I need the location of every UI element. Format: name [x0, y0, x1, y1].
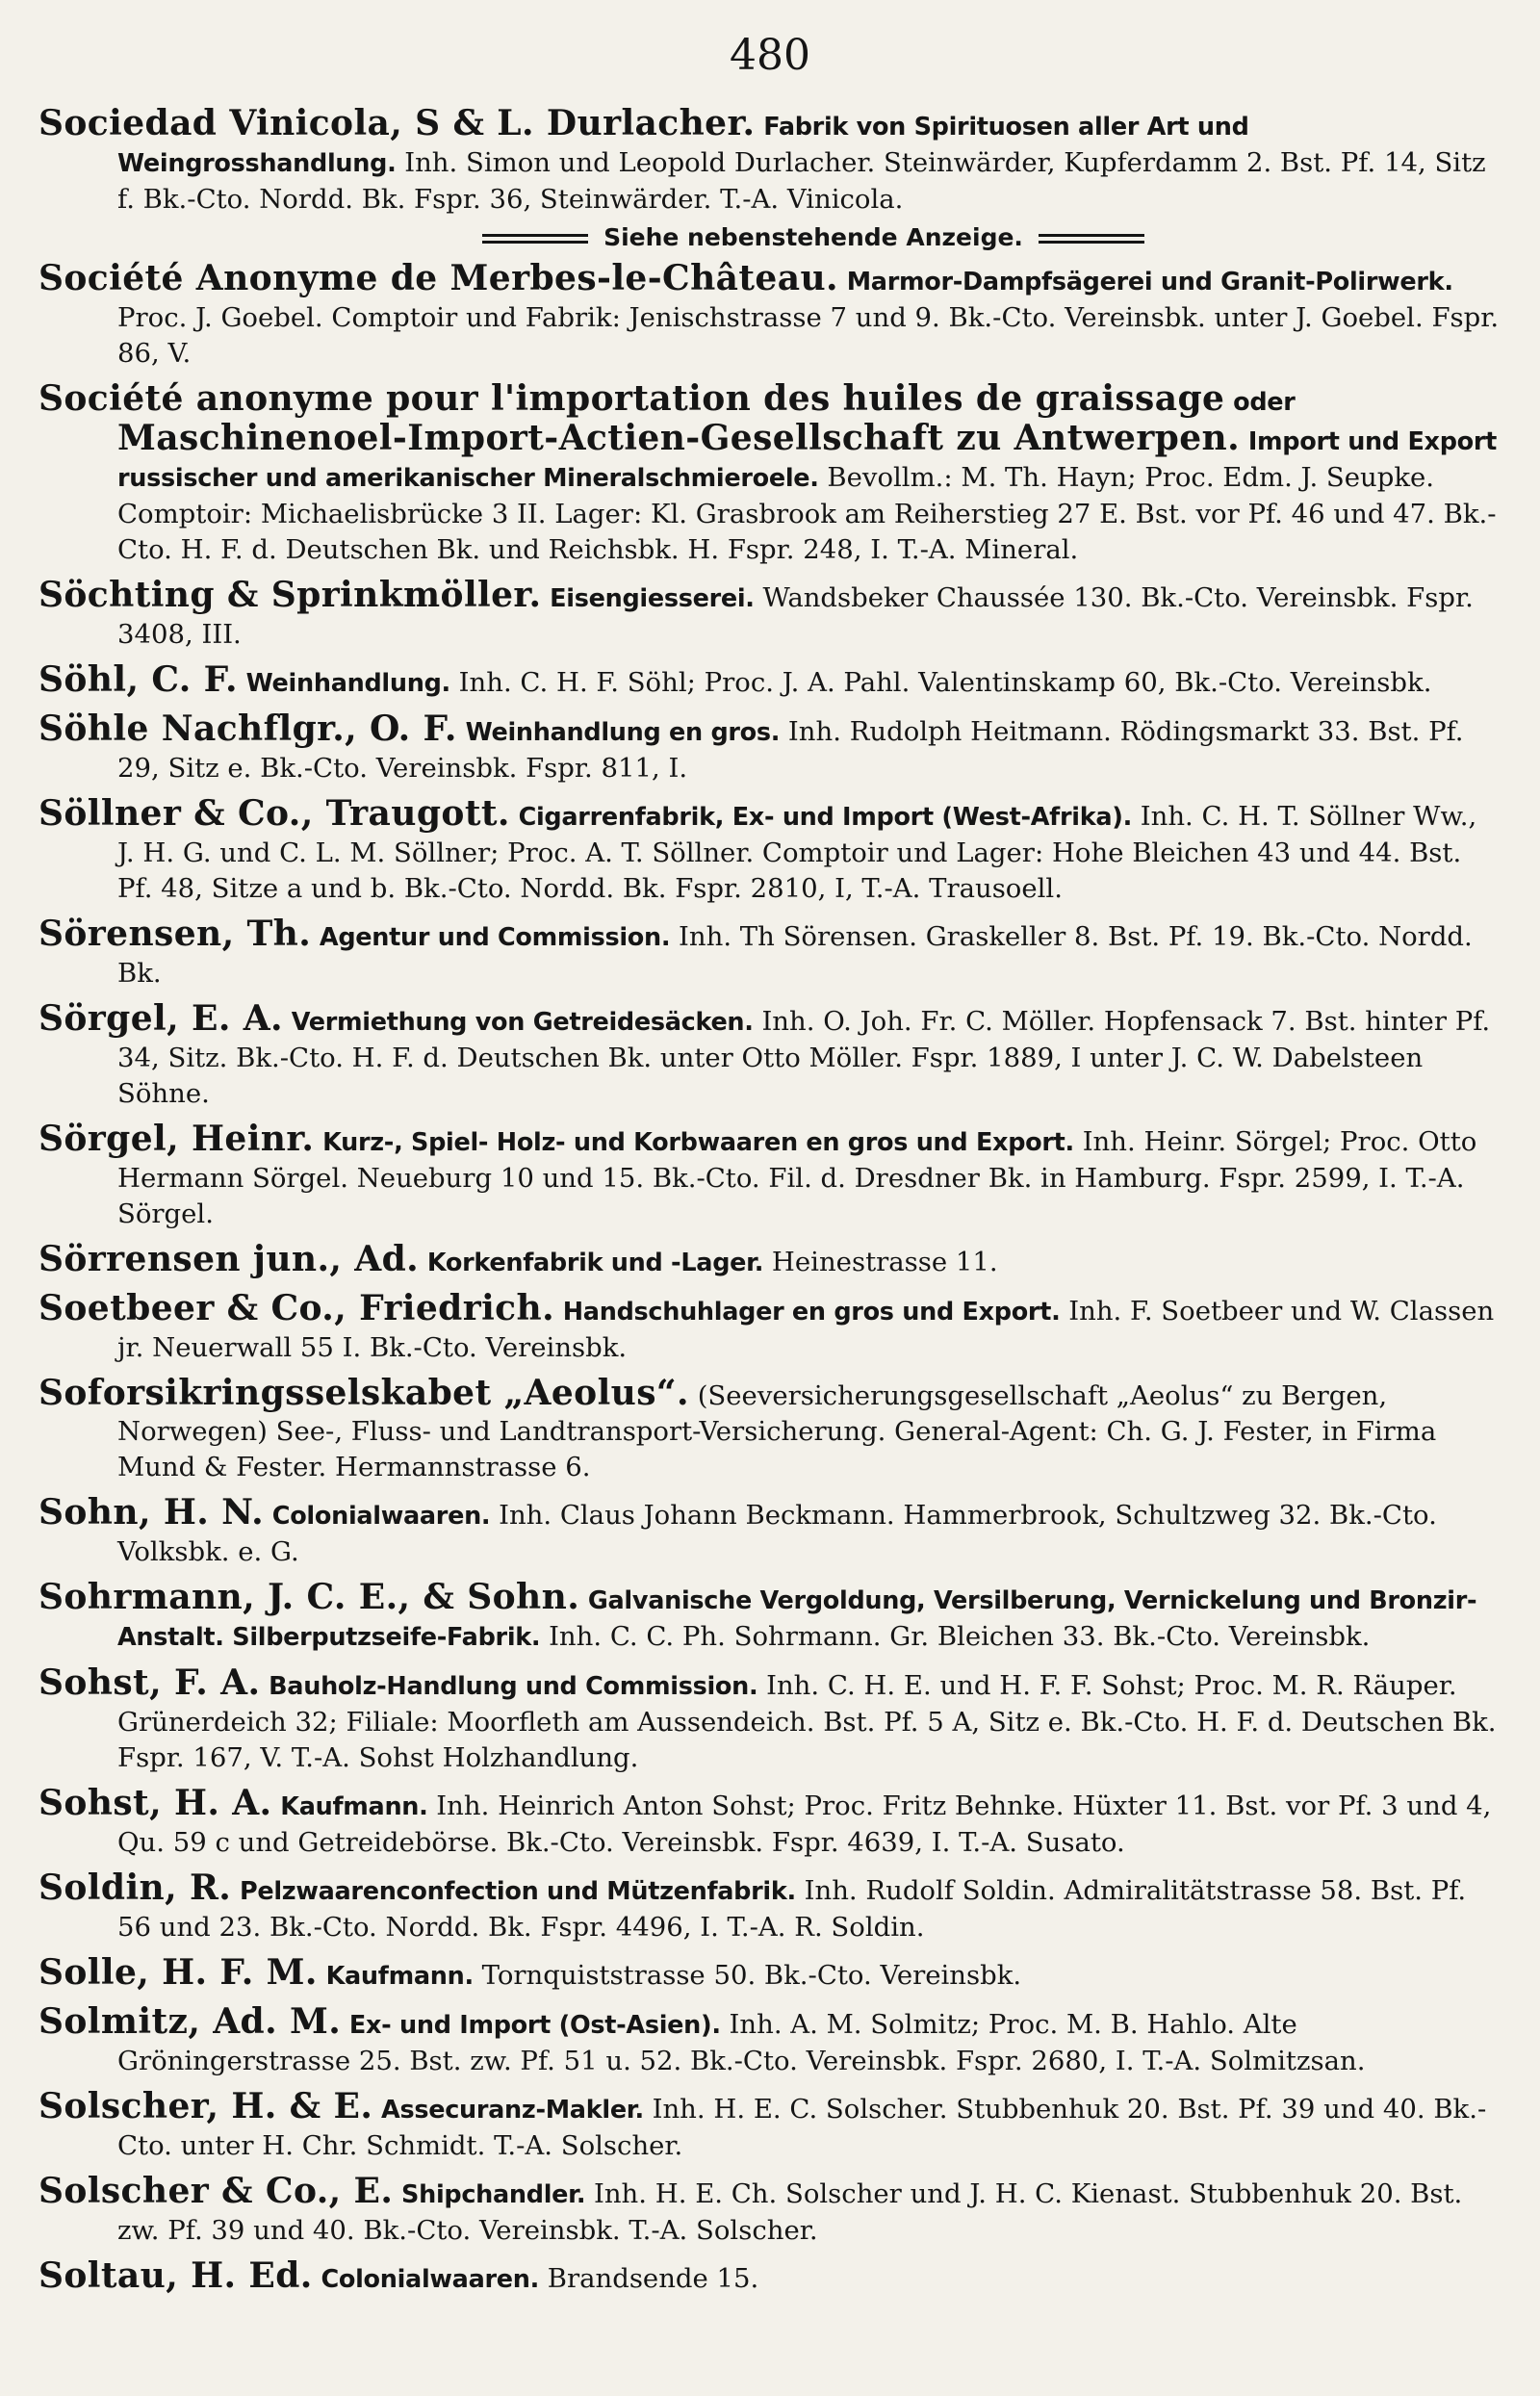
entry-name: Soldin, R.	[38, 1868, 232, 1908]
entry-name: Soforsikringsselskabet „Aeolus“.	[38, 1373, 689, 1413]
directory-entry	[38, 708, 1502, 786]
entry-details: Inh. C. H. F. Söhl; Proc. J. A. Pahl. Valentinskamp 60, Bk.-Cto. Vereinsbk.	[458, 667, 1432, 698]
entry-details: Inh. C. C. Ph. Sohrmann. Gr. Bleichen 33. Bk.-Cto. Vereinsbk.	[549, 1621, 1371, 1652]
directory-entry	[38, 1870, 1502, 1945]
entry-details: Inh. Rudolf Soldin. Admiralitätstrasse 58. Bst. Pf. 56 und 23. Bk.-Cto. Nordd. Bk. Fspr. 4496, I. T.-A. R. Soldin.	[117, 1875, 1467, 1943]
entry-trade: Korkenfabrik und -Lager.	[426, 1249, 764, 1277]
entry-trade: Pelzwaarenconfection und Mützenfabrik.	[239, 1877, 796, 1906]
entry-details: Wandsbeker Chaussée 130. Bk.-Cto. Vereinsbk. Fspr. 3408, III.	[117, 582, 1474, 650]
entry-name: Solscher, H. & E.	[38, 2086, 373, 2126]
directory-entry	[38, 258, 1502, 372]
entry-trade: Handschuhlager en gros und Export.	[562, 1298, 1061, 1327]
entry-trade: Colonialwaaren.	[321, 2265, 539, 2294]
entry-trade: oder	[1233, 388, 1296, 417]
entry-details: Inh. C. H. E. und H. F. F. Sohst; Proc. M. R. Räuper. Grünerdeich 32; Filiale: Moorfleth am Aussendeich. Bst. Pf. 5 A, Sitz e. Bk.-Cto. H. F. d. Deutschen Bk. Fspr. 167, V. T.-A. Sohst Holzhandlung.	[117, 1670, 1497, 1773]
entry-name: Sörensen, Th.	[38, 914, 312, 954]
page-number: 480	[730, 31, 810, 80]
double-rule-right	[1039, 234, 1144, 244]
entry-details: Inh. Simon und Leopold Durlacher. Steinwärder, Kupferdamm 2. Bst. Pf. 14, Sitz f. Bk.-Cto. Nordd. Bk. Fspr. 36, Steinwärder. T.-A. Vinicola.	[117, 147, 1486, 215]
entry-name: Sohn, H. N.	[38, 1492, 265, 1533]
directory-entry	[38, 1662, 1502, 1776]
entry-name: Société anonyme pour l'importation des huiles de graissage	[38, 378, 1225, 419]
directory-entry	[38, 998, 1502, 1112]
notice-text: Siehe nebenstehende Anzeige.	[603, 223, 1023, 251]
entry-trade: Vermiethung von Getreidesäcken.	[291, 1008, 754, 1037]
entry-name-secondary: Maschinenoel-Import-Actien-Gesellschaft zu Antwerpen.	[117, 418, 1241, 458]
entry-details: (Seeversicherungsgesellschaft „Aeolus“ zu Bergen, Norwegen) See-, Fluss- und Landtransport-Versicherung. General-Agent: Ch. G. J. Fester, in Firma Mund & Fester. Hermannstrasse 6.	[117, 1380, 1437, 1482]
entry-details: Inh. Th Sörensen. Graskeller 8. Bst. Pf. 19. Bk.-Cto. Nordd. Bk.	[117, 921, 1473, 989]
entry-details: Inh. H. E. C. Solscher. Stubbenhuk 20. Bst. Pf. 39 und 40. Bk.-Cto. unter H. Chr. Schmidt. T.-A. Solscher.	[117, 2094, 1487, 2161]
entry-trade: Weinhandlung.	[245, 669, 450, 698]
directory-entry	[38, 1121, 1502, 1232]
entry-details: Tornquiststrasse 50. Bk.-Cto. Vereinsbk.	[481, 1960, 1022, 1991]
entry-trade: Kaufmann.	[280, 1792, 428, 1821]
directory-entry	[38, 2001, 1502, 2079]
entry-name: Solle, H. F. M.	[38, 1952, 318, 1993]
double-rule-left	[482, 234, 588, 244]
entry-trade: Kurz-, Spiel- Holz- und Korbwaaren en gros und Export.	[322, 1128, 1074, 1157]
directory-entry	[38, 575, 1502, 653]
entry-details: Inh. C. H. T. Söllner Ww., J. H. G. und C. L. M. Söllner; Proc. A. T. Söllner. Comptoir und Lager: Hohe Bleichen 43 und 44. Bst. Pf. 48, Sitze a und b. Bk.-Cto. Nordd. Bk. Fspr. 2810, I, T.-A. Trausoell.	[117, 801, 1477, 904]
entry-name: Sohrmann, J. C. E., & Sohn.	[38, 1577, 580, 1617]
entry-trade-secondary: Import und Export russischer und amerikanischer Mineralschmieroele.	[117, 427, 1498, 493]
directory-entry	[38, 1239, 1502, 1281]
entry-name: Solscher & Co., E.	[38, 2171, 394, 2211]
entry-name: Sociedad Vinicola, S & L. Durlacher.	[38, 103, 756, 143]
entry-trade: Galvanische Vergoldung, Versilberung, Vernickelung und Bronzir-Anstalt. Silberputzseife-Fabrik.	[117, 1586, 1477, 1652]
entry-name: Société Anonyme de Merbes-le-Château.	[38, 258, 838, 298]
entry-details: Proc. J. Goebel. Comptoir und Fabrik: Jenischstrasse 7 und 9. Bk.-Cto. Vereinsbk. unter J. Goebel. Fspr. 86, V.	[117, 302, 1500, 369]
entry-trade: Marmor-Dampfsägerei und Granit-Polirwerk.	[846, 268, 1453, 296]
directory-entry	[38, 793, 1502, 907]
entry-details: Inh. Heinrich Anton Sohst; Proc. Fritz Behnke. Hüxter 11. Bst. vor Pf. 3 und 4, Qu. 59 c und Getreidebörse. Bk.-Cto. Vereinsbk. Fspr. 4639, I. T.-A. Susato.	[117, 1791, 1492, 1858]
entry-details: Inh. A. M. Solmitz; Proc. M. B. Hahlo. Alte Gröningerstrasse 25. Bst. zw. Pf. 51 u. 52. Bk.-Cto. Vereinsbk. Fspr. 2680, I. T.-A. Solmitzsan.	[117, 2009, 1366, 2076]
entry-name: Söhl, C. F.	[38, 659, 238, 700]
directory-entry	[38, 1373, 1502, 1485]
entry-details: Brandsende 15.	[547, 2263, 759, 2294]
entry-name: Soetbeer & Co., Friedrich.	[38, 1288, 555, 1328]
directory-entry	[38, 916, 1502, 992]
entry-trade: Agentur und Commission.	[319, 923, 671, 952]
directory-entry	[38, 2255, 1502, 2298]
directory-entry	[38, 1783, 1502, 1861]
directory-entry	[38, 1492, 1502, 1570]
entry-name: Solmitz, Ad. M.	[38, 2001, 342, 2042]
entry-details: Inh. Heinr. Sörgel; Proc. Otto Hermann Sörgel. Neueburg 10 und 15. Bk.-Cto. Fil. d. Dresdner Bk. in Hamburg. Fspr. 2599, I. T.-A. Sörgel.	[117, 1126, 1477, 1229]
directory-entry	[38, 659, 1502, 702]
entry-name: Söhle Nachflgr., O. F.	[38, 708, 457, 749]
entry-name: Sohst, H. A.	[38, 1783, 272, 1823]
entry-trade: Shipchandler.	[401, 2180, 586, 2209]
entry-trade: Bauholz-Handlung und Commission.	[269, 1672, 758, 1701]
entry-details: Inh. F. Soetbeer und W. Classen jr. Neuerwall 55 I. Bk.-Cto. Vereinsbk.	[117, 1296, 1495, 1363]
directory-entry	[38, 1288, 1502, 1366]
entry-trade: Weinhandlung en gros.	[465, 718, 781, 747]
advertisement-notice	[125, 223, 1502, 251]
entry-name: Sohst, F. A.	[38, 1662, 261, 1703]
directory-entry	[38, 1577, 1502, 1656]
entry-trade: Cigarrenfabrik, Ex- und Import (West-Afrika).	[518, 803, 1133, 832]
entry-name: Sörgel, Heinr.	[38, 1119, 315, 1159]
entry-details: Heinestrasse 11.	[771, 1247, 998, 1277]
directory-entry	[38, 103, 1502, 218]
entry-trade: Kaufmann.	[325, 1962, 474, 1991]
entry-details: Inh. Rudolph Heitmann. Rödingsmarkt 33. Bst. Pf. 29, Sitz e. Bk.-Cto. Vereinsbk. Fspr. 811, I.	[117, 716, 1464, 784]
directory-entry	[38, 2171, 1502, 2249]
entry-details: Inh. Claus Johann Beckmann. Hammerbrook, Schultzweg 32. Bk.-Cto. Volksbk. e. G.	[117, 1500, 1437, 1567]
entry-name: Sörrensen jun., Ad.	[38, 1239, 420, 1279]
entry-details: Bevollm.: M. Th. Hayn; Proc. Edm. J. Seupke. Comptoir: Michaelisbrücke 3 II. Lager: Kl. Grasbrook am Reiherstieg 27 E. Bst. vor Pf. 46 und 47. Bk.-Cto. H. F. d. Deutschen Bk. und Reichsbk. H. Fspr. 248, I. T.-A. Mineral.	[117, 462, 1497, 565]
entry-name: Soltau, H. Ed.	[38, 2255, 313, 2296]
entry-details: Inh. O. Joh. Fr. C. Möller. Hopfensack 7. Bst. hinter Pf. 34, Sitz. Bk.-Cto. H. F. d. Deutschen Bk. unter Otto Möller. Fspr. 1889, I unter J. C. W. Dabelsteen Söhne.	[117, 1006, 1491, 1109]
entry-name: Sörgel, E. A.	[38, 998, 283, 1039]
entry-trade: Colonialwaaren.	[271, 1502, 491, 1531]
entry-name: Söchting & Sprinkmöller.	[38, 575, 542, 615]
entry-trade: Eisengiesserei.	[550, 584, 755, 613]
directory-entry	[38, 1952, 1502, 1995]
directory-entry	[38, 2086, 1502, 2164]
entry-trade: Assecuranz-Makler.	[381, 2096, 644, 2125]
entry-details: Inh. H. E. Ch. Solscher und J. H. C. Kienast. Stubbenhuk 20. Bst. zw. Pf. 39 und 40. Bk.-Cto. Vereinsbk. T.-A. Solscher.	[117, 2178, 1463, 2246]
entry-name: Söllner & Co., Traugott.	[38, 793, 510, 834]
entry-trade: Ex- und Import (Ost-Asien).	[348, 2011, 721, 2040]
entry-trade: Fabrik von Spirituosen aller Art und Weingrosshandlung.	[117, 113, 1249, 178]
directory-entry	[38, 378, 1502, 568]
